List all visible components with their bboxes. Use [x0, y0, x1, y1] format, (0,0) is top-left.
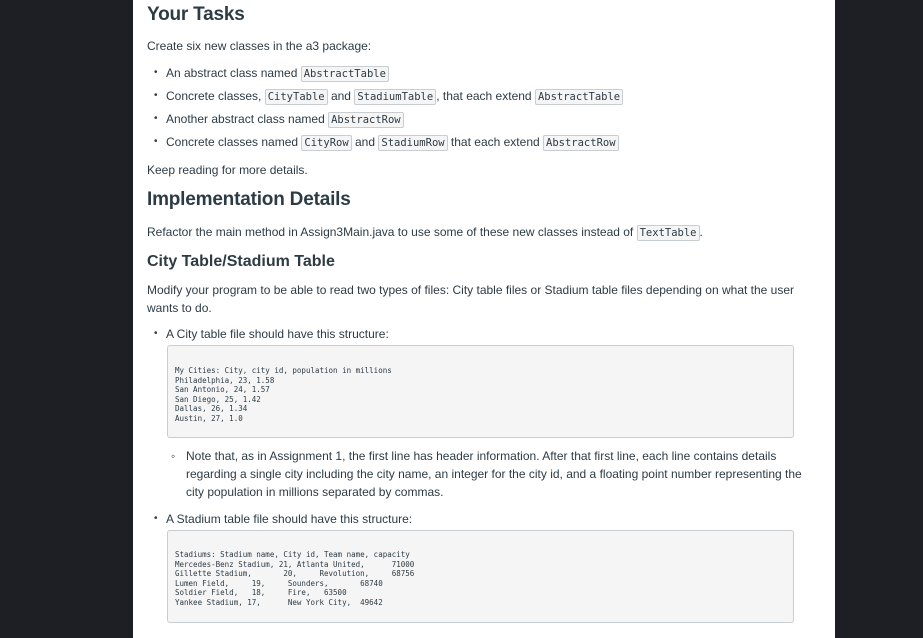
inline-code: CityRow [301, 135, 351, 151]
implementation-heading: Implementation Details [147, 189, 351, 210]
inline-code: StadiumRow [378, 135, 447, 151]
item-text: Another abstract class named [166, 112, 329, 126]
implementation-text [147, 223, 703, 242]
item-text: and [327, 89, 355, 103]
city-list [147, 325, 809, 343]
impl-text-start: Refactor the main method in Assign3Main.java to use some of these new classes instead of [147, 225, 637, 239]
impl-text-end: . [699, 225, 703, 239]
inline-code: AbstractRow [328, 112, 404, 128]
list-item [147, 87, 623, 110]
list-item: • A City table file should have this structure: [147, 325, 809, 343]
city-code-block [167, 345, 794, 438]
inline-code: TextTable [637, 225, 700, 241]
inline-code: AbstractRow [543, 135, 619, 151]
assignment-page [133, 0, 835, 638]
list-item [147, 64, 623, 87]
city-code: My Cities: City, city id, population in millions Philadelphia, 23, 1.58 San Antonio, 24, 1.57 San Diego, 25, 1.42 Dallas, 26, 1.34 Austin, 27, 1.0 [175, 366, 392, 423]
list-item: ◦ Note that, as in Assignment 1, the first line has header information. After that first line, each line contains details regarding a single city including the city name, an integer for the city id, and a floating point number representing the city population in millions separated by commas. [147, 447, 809, 501]
item-text: An abstract class named [166, 66, 301, 80]
city-stadium-text: Modify your program to be able to read two types of files: City table files or Stadium table files depending on what the user wants to do. [147, 283, 795, 315]
item-text: that each extend [447, 135, 543, 149]
item-text: Concrete classes, [166, 89, 265, 103]
tasks-intro: Create six new classes in the a3 package: [147, 39, 372, 53]
city-note-list [147, 447, 809, 501]
item-text: , that each extend [436, 89, 535, 103]
stadium-code: Stadiums: Stadium name, City id, Team name, capacity Mercedes-Benz Stadium, 21, Atlanta United, 71000 Gillette Stadium, 20, Revolution, 68756 Lumen Field, 19, Sounders, 68740 Soldier Field, 18, Fire, 63500 Yankee Stadium, 17, New York City, 49642 [175, 550, 415, 607]
list-item [147, 133, 623, 156]
list-item [147, 110, 623, 133]
inline-code: StadiumTable [354, 89, 436, 105]
inline-code: CityTable [265, 89, 328, 105]
city-stadium-heading: City Table/Stadium Table [147, 253, 335, 270]
your-tasks-heading: Your Tasks [147, 4, 245, 25]
stadium-code-block [167, 530, 794, 623]
list-item: • A Stadium table file should have this structure: [147, 510, 809, 528]
inline-code: AbstractTable [301, 66, 389, 82]
inline-code: AbstractTable [535, 89, 623, 105]
tasks-outro: Keep reading for more details. [147, 163, 308, 177]
stadium-list [147, 510, 809, 528]
tasks-list [147, 64, 623, 156]
item-text: and [351, 135, 379, 149]
item-text: Concrete classes named [166, 135, 302, 149]
